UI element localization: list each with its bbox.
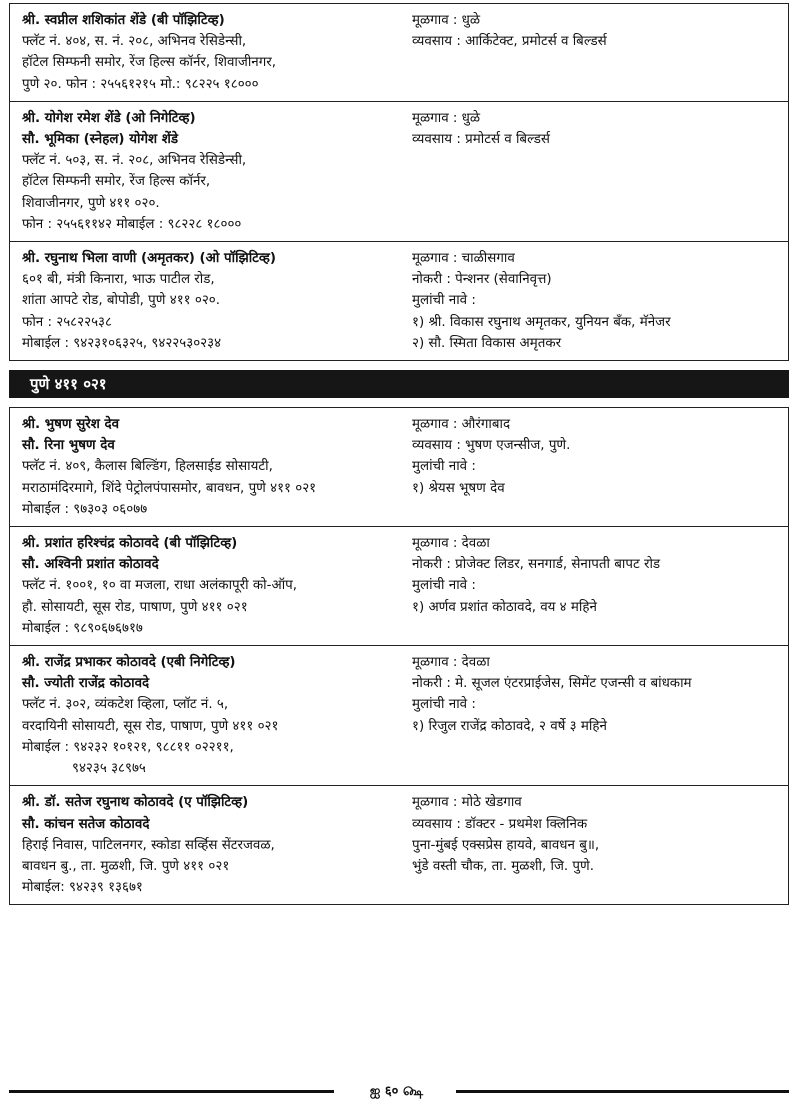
entry-contact-line: श्री. रघुनाथ भिला वाणी (अमृतकर) (ओ पॉझिटिव्ह) [22, 251, 277, 267]
entry-detail-line: मुलांची नावे : [412, 459, 476, 475]
entry-detail-line: पुना-मुंबई एक्सप्रेस हायवे, बावधन बु॥, [412, 837, 600, 853]
entry-detail-line: व्यवसाय : डॉक्टर - प्रथमेश क्लिनिक [412, 816, 588, 832]
entry-detail-line: मूळगाव : मोठे खेडगाव [412, 795, 522, 811]
entry-detail-line: मूळगाव : देवळा [412, 536, 490, 552]
directory-entry [9, 527, 789, 646]
entries-top [9, 3, 789, 361]
entry-contact-line: मोबाईल : ९४२३१०६३२५, ९४२२५३०२३४ [22, 335, 222, 351]
directory-entry [9, 242, 789, 361]
entry-contact-column [22, 652, 407, 779]
entry-contact-line: सौ. कांचन सतेज कोठावदे [22, 816, 150, 832]
entry-detail-line: मूळगाव : देवळा [412, 655, 490, 671]
entry-contact-line: फ्लॅट नं. ४०९, कैलास बिल्डिंग, हिलसाईड सोसायटी, [22, 459, 273, 475]
entry-detail-line: व्यवसाय : आर्किटेक्ट, प्रमोटर्स व बिल्डर्स [412, 34, 607, 50]
entry-detail-line: मूळगाव : औरंगाबाद [412, 417, 511, 433]
entry-detail-line: व्यवसाय : प्रमोटर्स व बिल्डर्स [412, 132, 550, 148]
entry-contact-column [22, 108, 407, 235]
entry-contact-line: वरदायिनी सोसायटी, सूस रोड, पाषाण, पुणे ४११ ०२१ [22, 718, 279, 734]
entry-detail-line: भुंडे वस्ती चौक, ता. मुळशी, जि. पुणे. [412, 858, 594, 874]
entry-contact-line: ९४२३५ ३८९७५ [72, 761, 146, 777]
entry-details-column [407, 533, 778, 639]
entry-detail-line: मूळगाव : धुळे [412, 110, 481, 126]
entry-contact-line: ६०१ बी, मंत्री किनारा, भाऊ पाटील रोड, [22, 272, 215, 288]
entry-detail-line: मूळगाव : चाळीसगाव [412, 251, 515, 267]
entry-contact-column [22, 248, 407, 354]
entry-contact-line: बावधन बु., ता. मुळशी, जि. पुणे ४११ ०२१ [22, 858, 230, 874]
entry-detail-line: नोकरी : पेन्शनर (सेवानिवृत्त) [412, 272, 552, 288]
entry-detail-line: १) श्री. विकास रघुनाथ अमृतकर, युनियन बँक, मॅनेजर [412, 314, 671, 330]
entry-contact-line: पुणे २०. फोन : २५५६१२१५ मो.: ९८२२५ १८००० [22, 76, 259, 92]
entry-contact-line: हॉटेल सिम्फनी समोर, रेंज हिल्स कॉर्नर, शिवाजीनगर, [22, 55, 276, 71]
entry-details-column [407, 792, 778, 898]
entry-details-column [407, 652, 778, 779]
entry-detail-line: मुलांची नावे : [412, 578, 476, 594]
entry-detail-line: १) अर्णव प्रशांत कोठावदे, वय ४ महिने [412, 599, 597, 615]
entry-contact-line: मोबाईल : ९७३०३ ०६०७७ [22, 501, 148, 517]
entry-contact-line: फोन : २५५६११४२ मोबाईल : ९८२२८ १८००० [22, 216, 242, 232]
entry-contact-line: फ्लॅट नं. ४०४, स. नं. २०८, अभिनव रेसिडेन्सी, [22, 34, 247, 50]
directory-entry [9, 786, 789, 905]
directory-entry [9, 646, 789, 786]
entry-contact-line: श्री. राजेंद्र प्रभाकर कोठावदे (एबी निगेटिव्ह) [22, 655, 236, 671]
entry-contact-line: मोबाईल : ९४२३२ १०१२१, ९८८११ ०२२११, [22, 739, 234, 755]
entry-details-column [407, 414, 778, 520]
entry-details-column [407, 248, 778, 354]
entry-detail-line: २) सौ. स्मिता विकास अमृतकर [412, 335, 562, 351]
entry-contact-line: सौ. ज्योती राजेंद्र कोठावदे [22, 676, 150, 692]
entry-contact-line: श्री. योगेश रमेश शेंडे (ओ निगेटिव्ह) [22, 110, 196, 126]
page-number: ஐ ६० ௸ [369, 1084, 424, 1099]
entry-detail-line: १) रिजुल राजेंद्र कोठावदे, २ वर्षे ३ महिने [412, 718, 607, 734]
entry-detail-line: मुलांची नावे : [412, 293, 476, 309]
entry-detail-line: १) श्रेयस भूषण देव [412, 480, 505, 496]
entry-contact-column [22, 414, 407, 520]
footer-rule-left [9, 1090, 334, 1093]
entry-contact-column [22, 792, 407, 898]
entry-contact-line: हॉटेल सिम्फनी समोर, रेंज हिल्स कॉर्नर, [22, 174, 211, 190]
entry-contact-line: मोबाईल: ९४२३९ १३६७१ [22, 880, 143, 896]
directory-page [9, 3, 789, 905]
entry-contact-column [22, 10, 407, 95]
entry-details-column [407, 108, 778, 235]
section-header-label: पुणे ४११ ०२१ [30, 375, 107, 394]
entry-detail-line: नोकरी : मे. सूजल एंटरप्राईजेस, सिमेंट एजन्सी व बांधकाम [412, 676, 692, 692]
directory-entry [9, 102, 789, 242]
entry-contact-line: फोन : २५८२२५३८ [22, 314, 112, 330]
entry-contact-line: सौ. भूमिका (स्नेहल) योगेश शेंडे [22, 132, 179, 148]
page-footer [9, 1082, 789, 1102]
entry-contact-column [22, 533, 407, 639]
entry-contact-line: शांता आपटे रोड, बोपोडी, पुणे ४११ ०२०. [22, 293, 221, 309]
entry-contact-line: श्री. भुषण सुरेश देव [22, 417, 120, 433]
entry-contact-line: शिवाजीनगर, पुणे ४११ ०२०. [22, 195, 160, 211]
entry-detail-line: मूळगाव : धुळे [412, 13, 481, 28]
entry-detail-line: व्यवसाय : भुषण एजन्सीज, पुणे. [412, 438, 571, 454]
entry-contact-line: मराठामंदिरमागे, शिंदे पेट्रोलपंपासमोर, बावधन, पुणे ४११ ०२१ [22, 480, 317, 496]
entry-contact-line: सौ. रिना भुषण देव [22, 438, 115, 454]
entry-details-column [407, 10, 778, 95]
entry-contact-line: फ्लॅट नं. ३०२, व्यंकटेश व्हिला, प्लॉट नं. ५, [22, 697, 229, 713]
entry-contact-line: हिराई निवास, पाटिलनगर, स्कोडा सर्व्हिस सेंटरजवळ, [22, 837, 275, 853]
footer-rule-right [456, 1090, 789, 1093]
directory-entry [9, 3, 789, 102]
entry-contact-line: श्री. स्वप्नील शशिकांत शेंडे (बी पॉझिटिव्ह) [22, 13, 225, 28]
entry-contact-line: फ्लॅट नं. ५०३, स. नं. २०८, अभिनव रेसिडेन्सी, [22, 153, 247, 169]
entry-detail-line: नोकरी : प्रोजेक्ट लिडर, सनगार्ड, सेनापती बापट रोड [412, 557, 661, 573]
entry-contact-line: श्री. प्रशांत हरिश्चंद्र कोठावदे (बी पॉझिटिव्ह) [22, 536, 238, 552]
entry-contact-line: हौ. सोसायटी, सूस रोड, पाषाण, पुणे ४११ ०२१ [22, 599, 248, 615]
section-header-pune-411021 [9, 370, 789, 398]
entry-contact-line: श्री. डॉ. सतेज रघुनाथ कोठावदे (ए पॉझिटिव्ह) [22, 795, 249, 811]
entry-contact-line: सौ. अश्विनी प्रशांत कोठावदे [22, 557, 159, 573]
directory-entry [9, 407, 789, 527]
entry-contact-line: मोबाईल : ९८९०६७६७१७ [22, 620, 143, 636]
entry-contact-line: फ्लॅट नं. १००१, १० वा मजला, राधा अलंकापूरी को-ऑप, [22, 578, 298, 594]
entries-bottom [9, 407, 789, 905]
entry-detail-line: मुलांची नावे : [412, 697, 476, 713]
